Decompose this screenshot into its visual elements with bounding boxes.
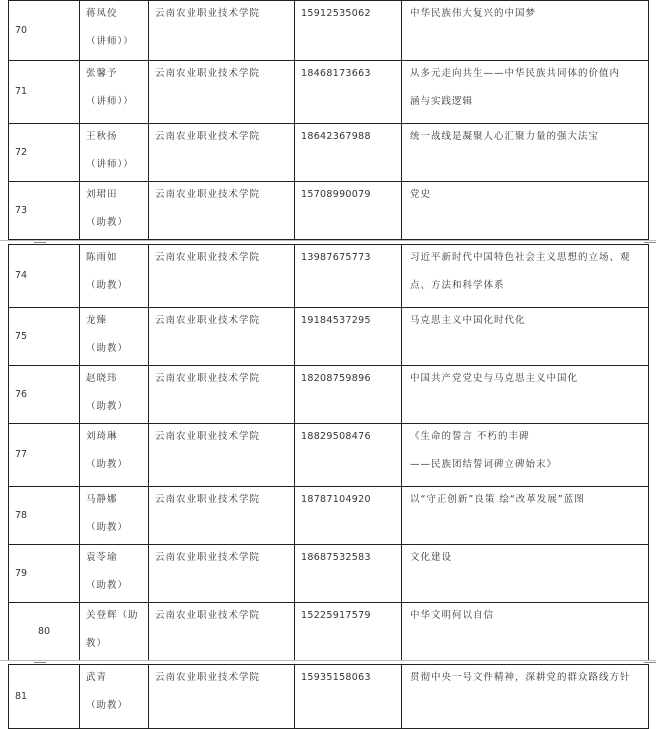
topic-cell: [402, 61, 649, 124]
topic-cell: [402, 487, 649, 545]
topic-line: 中华民族伟大复兴的中国梦: [410, 8, 537, 19]
topic-line: 《生命的誓言 不朽的丰碑: [410, 431, 530, 442]
table-row: [9, 424, 649, 487]
name-cell: [80, 366, 149, 424]
name-cell: [80, 182, 149, 240]
row-number: 73: [9, 182, 80, 240]
school-cell: 云南农业职业技术学院: [149, 603, 295, 661]
person-name: 蒋凤佼: [86, 8, 118, 19]
table-row: [9, 665, 649, 729]
phone-cell: 18642367988: [295, 124, 402, 182]
phone-cell: 15935158063: [295, 665, 402, 729]
page-corner-mark: [644, 656, 656, 663]
row-number: 76: [9, 366, 80, 424]
phone-cell: 15708990079: [295, 182, 402, 240]
person-title: （助教）: [86, 217, 129, 228]
topic-cell: [402, 665, 649, 729]
row-number: 75: [9, 308, 80, 366]
phone-cell: 18787104920: [295, 487, 402, 545]
name-cell: [80, 308, 149, 366]
row-number: 81: [9, 665, 80, 729]
topic-line: 党史: [410, 189, 432, 200]
topic-line: 统一战线是凝聚人心汇聚力量的强大法宝: [410, 131, 600, 142]
school-cell: 云南农业职业技术学院: [149, 61, 295, 124]
person-name: 赵晓玮: [86, 373, 118, 384]
name-cell: [80, 245, 149, 308]
page-break-line: [0, 240, 656, 241]
person-name: 武青: [86, 672, 108, 683]
table-row: [9, 1, 649, 61]
topic-line: 中华文明何以自信: [410, 610, 495, 621]
phone-cell: 18208759896: [295, 366, 402, 424]
name-cell: [80, 545, 149, 603]
row-number: 77: [9, 424, 80, 487]
table-row: [9, 61, 649, 124]
table-section-3: [8, 664, 649, 729]
phone-cell: 15225917579: [295, 603, 402, 661]
person-title: （讲师））: [86, 159, 134, 170]
topic-cell: [402, 424, 649, 487]
topic-cell: [402, 308, 649, 366]
person-name: 马静娜: [86, 494, 118, 505]
person-title: （助教）: [86, 343, 129, 354]
page-break-line: [0, 660, 656, 661]
page-corner-mark: [644, 236, 656, 243]
topic-cell: [402, 245, 649, 308]
row-number: 74: [9, 245, 80, 308]
topic-line: 马克思主义中国化时代化: [410, 315, 526, 326]
school-cell: 云南农业职业技术学院: [149, 665, 295, 729]
person-title: （讲师））: [86, 36, 134, 47]
name-cell: [80, 665, 149, 729]
school-cell: 云南农业职业技术学院: [149, 545, 295, 603]
person-name: 刘珺田: [86, 189, 118, 200]
name-cell: [80, 1, 149, 61]
table-row: [9, 545, 649, 603]
topic-line: 贯彻中央一号文件精神，深耕党的群众路线方针: [410, 672, 631, 683]
topic-line: 文化建设: [410, 552, 453, 563]
row-number: 70: [9, 1, 80, 61]
phone-cell: 18687532583: [295, 545, 402, 603]
topic-cell: [402, 1, 649, 61]
row-number: 72: [9, 124, 80, 182]
name-cell: [80, 124, 149, 182]
topic-line: ——民族团结誓词碑立碑始末》: [410, 459, 558, 470]
topic-cell: [402, 182, 649, 240]
topic-cell: [402, 545, 649, 603]
school-cell: 云南农业职业技术学院: [149, 245, 295, 308]
name-cell: [80, 61, 149, 124]
phone-cell: 19184537295: [295, 308, 402, 366]
topic-line: 点、方法和科学体系: [410, 280, 505, 291]
table-section-1: [8, 0, 649, 240]
topic-cell: [402, 603, 649, 661]
person-title: （助教）: [86, 401, 129, 412]
person-name: 王秋扬: [86, 131, 118, 142]
table-row: [9, 124, 649, 182]
phone-cell: 13987675773: [295, 245, 402, 308]
person-name: 张馨予: [86, 68, 118, 79]
topic-line: 习近平新时代中国特色社会主义思想的立场、观: [410, 252, 631, 263]
phone-cell: 18468173663: [295, 61, 402, 124]
table-row: [9, 245, 649, 308]
person-title: （助教）: [86, 700, 129, 711]
person-name: 袁苓瑜: [86, 552, 118, 563]
school-cell: 云南农业职业技术学院: [149, 308, 295, 366]
name-cell: [80, 424, 149, 487]
page-break: [0, 236, 656, 244]
person-title: （讲师））: [86, 96, 134, 107]
person-title: （助教）: [86, 580, 129, 591]
person-name: 刘琦琳: [86, 431, 118, 442]
person-title: 教）: [86, 638, 108, 649]
school-cell: 云南农业职业技术学院: [149, 487, 295, 545]
topic-line: 以“守正创新”良策 绘“改革发展”蓝图: [410, 494, 585, 505]
school-cell: 云南农业职业技术学院: [149, 366, 295, 424]
table-row: [9, 308, 649, 366]
person-name: 龙臻: [86, 315, 108, 326]
name-cell: [80, 487, 149, 545]
page-corner-mark: [34, 656, 46, 663]
person-title: （助教）: [86, 280, 129, 291]
page-break: [0, 656, 656, 664]
topic-line: 中国共产党党史与马克思主义中国化: [410, 373, 579, 384]
page-corner-mark: [34, 236, 46, 243]
school-cell: 云南农业职业技术学院: [149, 124, 295, 182]
phone-cell: 18829508476: [295, 424, 402, 487]
person-name: 陈雨如: [86, 252, 118, 263]
table-row: [9, 487, 649, 545]
row-number: 79: [9, 545, 80, 603]
topic-line: 涵与实践逻辑: [410, 96, 474, 107]
person-name: 关登辉（助: [86, 610, 139, 621]
row-number: 80: [9, 603, 80, 661]
table-row: [9, 182, 649, 240]
table-section-2: [8, 244, 649, 661]
person-title: （助教）: [86, 459, 129, 470]
school-cell: 云南农业职业技术学院: [149, 182, 295, 240]
person-title: （助教）: [86, 522, 129, 533]
table-row: [9, 603, 649, 661]
school-cell: 云南农业职业技术学院: [149, 424, 295, 487]
school-cell: 云南农业职业技术学院: [149, 1, 295, 61]
row-number: 71: [9, 61, 80, 124]
topic-line: 从多元走向共生——中华民族共同体的价值内: [410, 68, 621, 79]
phone-cell: 15912535062: [295, 1, 402, 61]
name-cell: [80, 603, 149, 661]
row-number: 78: [9, 487, 80, 545]
table-row: [9, 366, 649, 424]
topic-cell: [402, 366, 649, 424]
topic-cell: [402, 124, 649, 182]
